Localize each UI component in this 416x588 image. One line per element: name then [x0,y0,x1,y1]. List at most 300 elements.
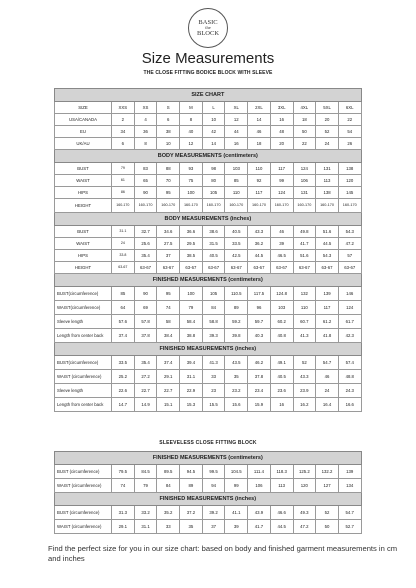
sleeveless-cm-cell: 120 [293,479,316,493]
body-in-cell: 35.4 [134,250,157,262]
body-in-cell: 54.3 [338,226,361,238]
body-in-cell: 54.3 [316,250,339,262]
size-chart-cell: 54 [338,126,361,138]
body-cm-cell: 124 [270,187,293,199]
finished-cm-cell: 95 [157,287,180,301]
body-in-row-label: HIPS [55,250,112,262]
table-row [55,199,362,213]
finished-in-cell: 14.9 [134,398,157,412]
finished-in-cell: 35.4 [134,356,157,370]
finished-in-cell: 22.6 [112,384,135,398]
sleeveless-in-cell: 43.9 [248,506,271,520]
sleeveless-in-cell: 47.2 [293,520,316,534]
body-cm-cell: 138 [338,163,361,175]
size-chart-cell: 34 [112,126,135,138]
finished-in-cell: 48.8 [338,370,361,384]
finished-in-row-label: WAIST (circumference) [55,370,112,384]
table-row [55,126,362,138]
finished-cm-heading: FINISHED MEASUREMENTS (centimeters) [55,274,362,287]
sleeveless-in-cell: 29.1 [112,520,135,534]
size-chart-cell: 14 [202,138,225,150]
sleeveless-in-cell: 39 [225,520,248,534]
finished-cm-cell: 132 [293,287,316,301]
body-in-heading: BODY MEASUREMENTS (inches) [55,213,362,226]
sleeveless-in-cell: 35 [180,520,203,534]
finished-in-cell: 39.4 [180,356,203,370]
finished-cm-cell: 124.8 [270,287,293,301]
finished-cm-cell: 110.5 [225,287,248,301]
page-title: Size Measurements [141,50,275,67]
finished-cm-cell: 57.6 [112,315,135,329]
body-in-cell: 27.5 [157,238,180,250]
size-chart-cell: 16 [270,114,293,126]
body-cm-row-label: HEIGHT [55,199,112,213]
body-cm-cell: 160-170 [270,199,293,213]
finished-cm-cell: 38.4 [157,329,180,343]
sleeveless-in-cell: 31.1 [134,520,157,534]
finished-in-cell: 52 [293,356,316,370]
sleeveless-cm-cell: 89.5 [157,465,180,479]
finished-cm-cell: 59.2 [225,315,248,329]
finished-cm-cell: 100 [180,287,203,301]
size-chart-row-label: EU [55,126,112,138]
finished-cm-cell: 64 [112,301,135,315]
finished-cm-cell: 103 [270,301,293,315]
size-chart-cell: 12 [225,114,248,126]
finished-cm-cell: 57.8 [134,315,157,329]
body-in-cell: 63-67 [157,262,180,274]
finished-cm-cell: 96 [248,301,271,315]
body-cm-cell: 124 [293,163,316,175]
body-cm-row-label: WAIST [55,175,112,187]
finished-in-heading: FINISHED MEASUREMENTS (inches) [55,343,362,356]
finished-in-cell: 22.7 [134,384,157,398]
finished-cm-cell: 85 [112,287,135,301]
sleeveless-in-heading-row [55,493,362,506]
table-row [55,315,362,329]
body-in-cell: 63-67 [112,262,135,274]
sleeveless-measurements-table [54,451,362,534]
sleeveless-in-cell: 33.2 [134,506,157,520]
body-cm-cell: 160-170 [225,199,248,213]
body-cm-cell: 160-170 [134,199,157,213]
sleeveless-cm-cell: 111.4 [248,465,271,479]
table-row [55,465,362,479]
size-chart-cell: 20 [270,138,293,150]
sleeveless-cm-cell: 84 [157,479,180,493]
body-in-cell: 24 [112,238,135,250]
table-row [55,238,362,250]
finished-in-heading-row [55,343,362,356]
finished-in-cell: 29.1 [157,370,180,384]
finished-in-cell: 15.1 [157,398,180,412]
sleeveless-in-cell: 41.1 [225,506,248,520]
size-chart-cell: 22 [293,138,316,150]
size-chart-cell: 44 [225,126,248,138]
body-in-cell: 25.6 [134,238,157,250]
sleeveless-cm-cell: 99.5 [202,465,225,479]
body-in-row-label: HEIGHT [55,262,112,274]
body-cm-heading: BODY MEASUREMENTS (centimeters) [55,150,362,163]
table-row [55,384,362,398]
size-chart-cell: 48 [270,126,293,138]
table-row [55,262,362,274]
body-in-cell: 40.5 [202,250,225,262]
table-row [55,506,362,520]
finished-cm-cell: 117.5 [248,287,271,301]
body-in-cell: 43.3 [248,226,271,238]
table-row [55,163,362,175]
table-row [55,114,362,126]
body-in-cell: 32.7 [134,226,157,238]
body-in-cell: 44.5 [316,238,339,250]
body-in-cell: 38.6 [202,226,225,238]
sleeveless-in-cell: 37 [202,520,225,534]
sleeveless-in-cell: 50 [316,520,339,534]
table-row [55,187,362,199]
body-in-cell: 63-67 [248,262,271,274]
finished-cm-cell: 61.2 [316,315,339,329]
finished-in-cell: 23.4 [248,384,271,398]
size-chart-heading-row [55,89,362,102]
size-chart-cell: M [180,102,203,114]
finished-cm-cell: 79 [180,301,203,315]
finished-in-cell: 14.7 [112,398,135,412]
finished-cm-cell: 40.8 [270,329,293,343]
body-cm-row-label: HIPS [55,187,112,199]
finished-in-cell: 25.2 [112,370,135,384]
finished-in-cell: 23.2 [225,384,248,398]
finished-cm-cell: 40.3 [248,329,271,343]
body-in-cell: 46 [270,226,293,238]
body-cm-cell: 88 [157,163,180,175]
sleeveless-cm-cell: 139 [338,465,361,479]
size-chart-cell: XS [134,102,157,114]
finished-cm-cell: 41.3 [293,329,316,343]
table-row [55,138,362,150]
body-in-cell: 63-67 [338,262,361,274]
body-in-cell: 63-67 [225,262,248,274]
body-cm-cell: 65 [134,175,157,187]
sleeveless-cm-cell: 132.2 [316,465,339,479]
finished-in-cell: 24.3 [338,384,361,398]
size-chart-cell: L [202,102,225,114]
finished-in-row-label: Length from center back [55,398,112,412]
finished-cm-cell: 124 [338,301,361,315]
size-chart-cell: XL [225,102,248,114]
finished-cm-cell: 105 [202,287,225,301]
body-in-cell: 63-67 [134,262,157,274]
size-chart-cell: 4XL [293,102,316,114]
body-in-cell: 44.5 [248,250,271,262]
body-cm-cell: 145 [338,187,361,199]
sleeveless-cm-cell: 94.5 [180,465,203,479]
finished-cm-cell: 42.3 [338,329,361,343]
table-row [55,398,362,412]
sleeveless-in-cell: 39.2 [202,506,225,520]
sleeveless-cm-cell: 113 [270,479,293,493]
size-chart-cell: 12 [180,138,203,150]
body-cm-cell: 79 [112,163,135,175]
body-cm-cell: 86 [112,187,135,199]
body-cm-cell: 117 [270,163,293,175]
size-chart-row-label: USA/CANADA [55,114,112,126]
finished-cm-cell: 139 [316,287,339,301]
size-chart-cell: 52 [316,126,339,138]
sleeveless-cm-cell: 106 [248,479,271,493]
finished-in-cell: 41.3 [202,356,225,370]
body-cm-cell: 103 [225,163,248,175]
body-in-cell: 39 [270,238,293,250]
size-chart-cell: 38 [157,126,180,138]
finished-in-cell: 16 [270,398,293,412]
body-cm-cell: 100 [180,187,203,199]
table-row [55,520,362,534]
body-cm-cell: 138 [316,187,339,199]
size-chart-cell: 24 [316,138,339,150]
sleeveless-in-cell: 54.7 [338,506,361,520]
finished-in-cell: 15.6 [225,398,248,412]
body-cm-cell: 92 [248,175,271,187]
finished-in-cell: 40.5 [270,370,293,384]
finished-in-cell: 24 [316,384,339,398]
size-chart-cell: 20 [316,114,339,126]
body-cm-row-label: BUST [55,163,112,175]
table-row [55,175,362,187]
footer-note: Find the perfect size for you in our size chart: based on body and finished garment measurements in cm and inches [48,544,398,563]
finished-in-cell: 46 [316,370,339,384]
sleeveless-cm-cell: 127 [316,479,339,493]
size-chart-cell: 18 [248,138,271,150]
finished-cm-cell: 39.8 [225,329,248,343]
body-in-cell: 63-67 [293,262,316,274]
finished-cm-row-label: Sleeve length [55,315,112,329]
body-cm-cell: 110 [248,163,271,175]
finished-cm-cell: 117 [316,301,339,315]
finished-cm-cell: 69 [134,301,157,315]
sleeveless-block-title: SLEEVELESS CLOSE FITTING BLOCK [159,440,257,446]
finished-cm-cell: 60.2 [270,315,293,329]
sleeveless-cm-cell: 89 [180,479,203,493]
body-in-cell: 41.7 [293,238,316,250]
sleeveless-in-cell: 49.3 [293,506,316,520]
finished-in-cell: 23.9 [293,384,316,398]
body-cm-cell: 110 [225,187,248,199]
body-in-cell: 31.5 [202,238,225,250]
logo-line-1: BASIC [198,18,218,26]
sleeveless-cm-cell: 74 [112,479,135,493]
body-cm-cell: 160-170 [338,199,361,213]
size-chart-cell: 6 [112,138,135,150]
finished-cm-cell: 37.8 [134,329,157,343]
size-chart-cell: 6 [157,114,180,126]
body-in-cell: 37 [157,250,180,262]
finished-cm-cell: 38.8 [180,329,203,343]
body-in-cell: 51.6 [293,250,316,262]
logo-line-2: the [205,24,211,30]
body-cm-cell: 120 [338,175,361,187]
body-cm-cell: 61 [112,175,135,187]
body-in-cell: 38.5 [180,250,203,262]
finished-in-cell: 54.7 [316,356,339,370]
sleeveless-cm-cell: 99 [225,479,248,493]
table-row [55,370,362,384]
table-row [55,102,362,114]
size-chart-cell: 5XL [316,102,339,114]
finished-in-cell: 31.1 [180,370,203,384]
size-chart-cell: 40 [180,126,203,138]
size-chart-cell: 8 [180,114,203,126]
sleeveless-cm-row-label: WAIST (circumference) [55,479,112,493]
finished-in-cell: 43.3 [293,370,316,384]
finished-in-cell: 46.2 [248,356,271,370]
body-in-cell: 42.5 [225,250,248,262]
body-cm-cell: 131 [293,187,316,199]
size-chart-cell: 3XL [270,102,293,114]
body-in-cell: 63-67 [316,262,339,274]
size-chart-cell: 42 [202,126,225,138]
size-chart-cell: 10 [202,114,225,126]
body-in-row-label: WAIST [55,238,112,250]
finished-in-cell: 43.5 [225,356,248,370]
size-chart-heading: SIZE CHART [55,89,362,102]
finished-cm-cell: 58.4 [180,315,203,329]
table-row [55,287,362,301]
body-in-cell: 47.2 [338,238,361,250]
finished-in-cell: 15.9 [248,398,271,412]
body-in-cell: 33.5 [225,238,248,250]
size-chart-cell: 2XL [248,102,271,114]
finished-in-cell: 23 [202,384,225,398]
sleeveless-in-cell: 35.2 [157,506,180,520]
sleeveless-cm-cell: 125.2 [293,465,316,479]
body-cm-cell: 117 [248,187,271,199]
finished-in-cell: 49.1 [270,356,293,370]
finished-cm-cell: 90 [134,287,157,301]
size-chart-cell: 6XL [338,102,361,114]
finished-in-cell: 16.6 [338,398,361,412]
finished-in-cell: 57.4 [338,356,361,370]
sleeveless-in-cell: 46.6 [270,506,293,520]
finished-cm-cell: 84 [202,301,225,315]
size-measurements-table [54,88,362,412]
body-in-cell: 57 [338,250,361,262]
size-chart-cell: 46 [248,126,271,138]
finished-in-cell: 33.5 [112,356,135,370]
body-in-cell: 31.1 [112,226,135,238]
body-in-heading-row [55,213,362,226]
sleeveless-cm-row-label: BUST (circumference) [55,465,112,479]
body-cm-cell: 160-170 [248,199,271,213]
sleeveless-cm-cell: 84.5 [134,465,157,479]
sleeveless-cm-cell: 118.3 [270,465,293,479]
sleeveless-cm-cell: 134 [338,479,361,493]
body-cm-cell: 105 [202,187,225,199]
body-in-cell: 49.8 [293,226,316,238]
body-cm-cell: 106 [293,175,316,187]
size-chart-cell: 4 [134,114,157,126]
sleeveless-cm-cell: 79 [134,479,157,493]
size-chart-row-label: SIZE [55,102,112,114]
body-cm-cell: 70 [157,175,180,187]
finished-cm-cell: 61.7 [338,315,361,329]
sleeveless-in-cell: 31.3 [112,506,135,520]
body-in-cell: 33.8 [112,250,135,262]
finished-cm-row-label: Length from center back [55,329,112,343]
body-cm-cell: 99 [270,175,293,187]
body-in-cell: 63-67 [202,262,225,274]
size-chart-row-label: UK/AU [55,138,112,150]
size-chart-cell: 36 [134,126,157,138]
body-cm-cell: 160-170 [112,199,135,213]
finished-in-cell: 16.4 [316,398,339,412]
table-row [55,301,362,315]
finished-in-cell: 23.6 [270,384,293,398]
finished-in-cell: 15.3 [180,398,203,412]
body-cm-cell: 95 [157,187,180,199]
finished-cm-cell: 41.8 [316,329,339,343]
finished-in-cell: 27.2 [134,370,157,384]
finished-in-cell: 37.4 [157,356,180,370]
finished-in-cell: 22.7 [157,384,180,398]
finished-cm-cell: 110 [293,301,316,315]
size-chart-cell: 2 [112,114,135,126]
finished-cm-cell: 39.3 [202,329,225,343]
finished-cm-cell: 58 [157,315,180,329]
sleeveless-cm-cell: 94 [202,479,225,493]
table-row [55,479,362,493]
finished-in-row-label: BUST(circumference) [55,356,112,370]
finished-cm-cell: 146 [338,287,361,301]
finished-cm-cell: 59.7 [248,315,271,329]
body-in-cell: 46.5 [270,250,293,262]
logo-line-3: BLOCK [196,30,220,38]
table-row [55,329,362,343]
body-cm-cell: 160-170 [316,199,339,213]
finished-cm-cell: 89 [225,301,248,315]
table-row [55,356,362,370]
sleeveless-cm-heading-row [55,452,362,465]
body-in-cell: 63-67 [180,262,203,274]
body-cm-cell: 93 [180,163,203,175]
body-cm-cell: 75 [180,175,203,187]
finished-cm-cell: 74 [157,301,180,315]
body-in-cell: 63-67 [270,262,293,274]
body-cm-cell: 80 [202,175,225,187]
size-chart-cell: 18 [293,114,316,126]
size-chart-cell: 22 [338,114,361,126]
body-in-cell: 29.5 [180,238,203,250]
finished-in-row-label: Sleeve length [55,384,112,398]
finished-in-cell: 35 [225,370,248,384]
finished-cm-cell: 37.4 [112,329,135,343]
sleeveless-cm-heading: FINISHED MEASUREMENTS (centimeters) [55,452,362,465]
size-chart-cell: 50 [293,126,316,138]
body-cm-cell: 131 [316,163,339,175]
size-chart-cell: 8 [134,138,157,150]
finished-in-cell: 16.2 [293,398,316,412]
table-row [55,226,362,238]
finished-in-cell: 33 [202,370,225,384]
size-chart-cell: XXS [112,102,135,114]
table-row [55,250,362,262]
body-cm-cell: 113 [316,175,339,187]
body-cm-cell: 90 [134,187,157,199]
body-cm-cell: 85 [225,175,248,187]
brand-logo [188,8,228,48]
body-in-cell: 51.6 [316,226,339,238]
finished-cm-row-label: BUST(circumference) [55,287,112,301]
